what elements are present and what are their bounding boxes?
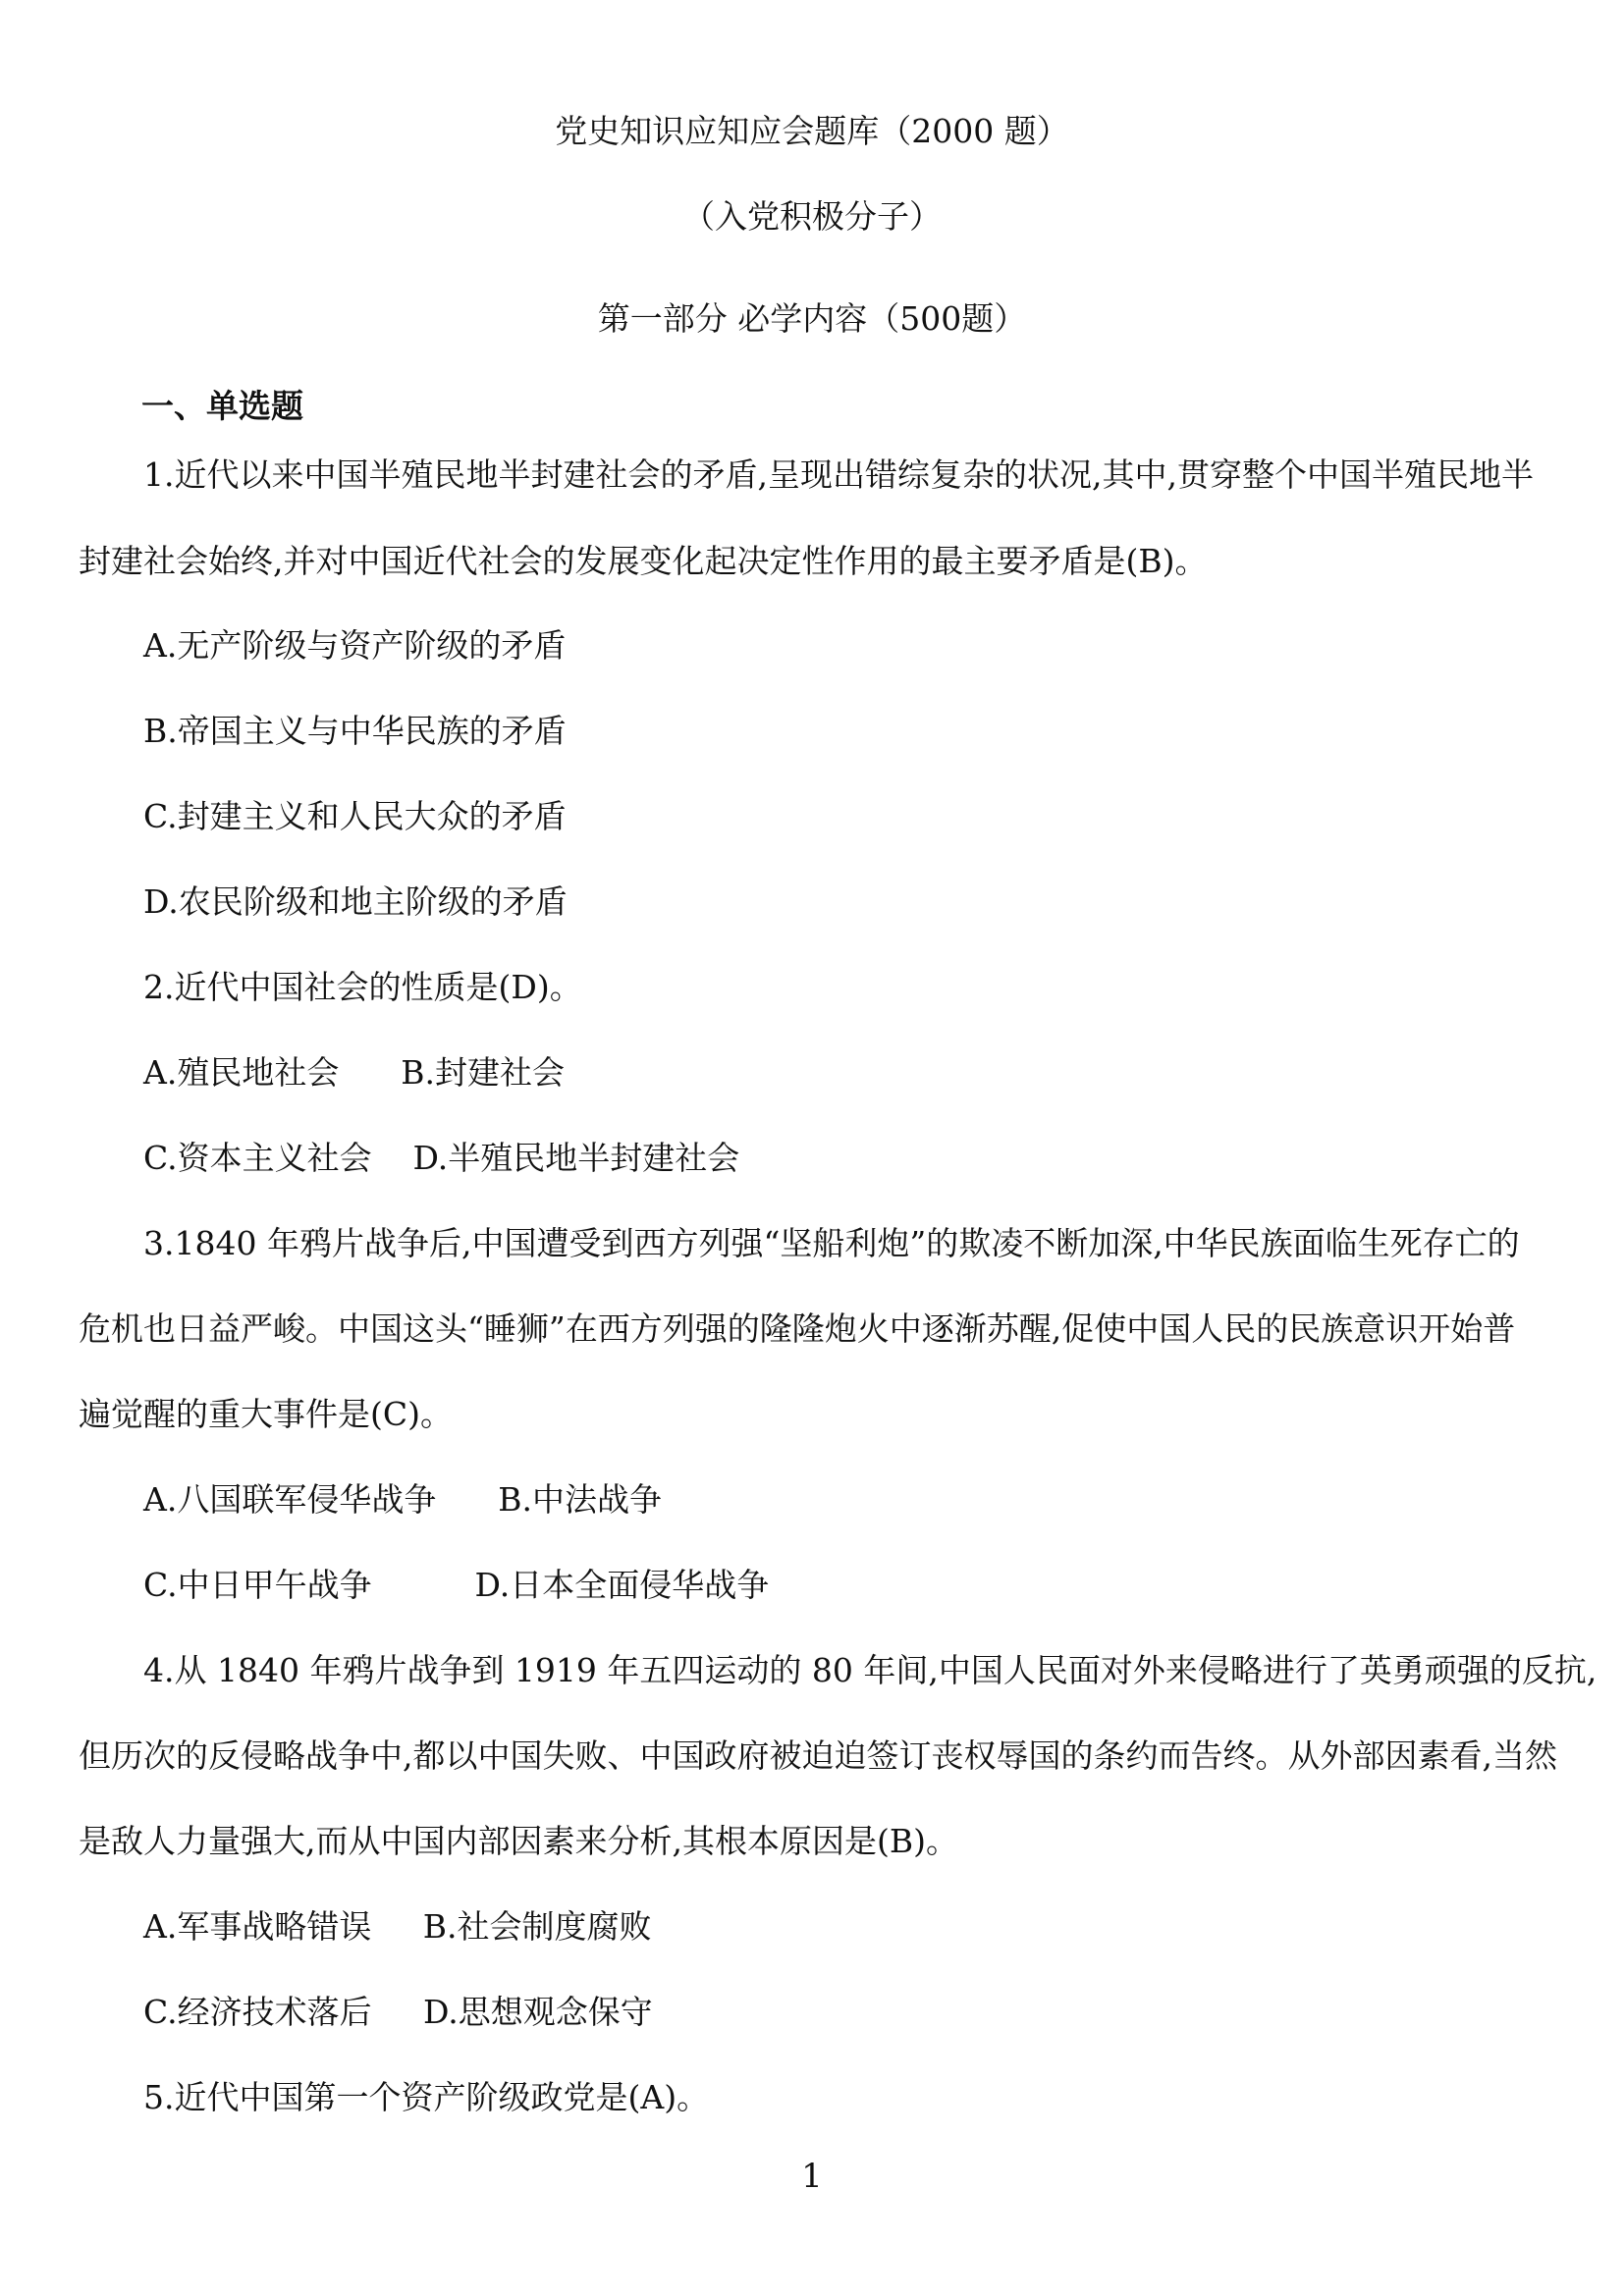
option-line: C.经济技术落后 D.思想观念保守 [143, 1993, 653, 2031]
document-subtitle: （入党积极分子） [682, 197, 942, 236]
text-line-1: 1.近代以来中国半殖民地半封建社会的矛盾,呈现出错综复杂的状况,其中,贯穿整个中国半殖民地半 [143, 455, 1534, 494]
question-line: 危机也日益严峻。中国这头“睡狮”在西方列强的隆隆炮火中逐渐苏醒,促使中国人民的民族意识开始普 [79, 1309, 1516, 1348]
question-line: 2.近代中国社会的性质是(D)。 [143, 968, 582, 1006]
option-line: B.帝国主义与中华民族的矛盾 [143, 712, 567, 750]
option-line: A.军事战略错误 B.社会制度腐败 [143, 1907, 652, 1946]
document-title: 党史知识应知应会题库（2000 题） [555, 112, 1069, 150]
part-heading: 第一部分 必学内容（500题） [597, 299, 1027, 338]
question-line: 是敌人力量强大,而从中国内部因素来分析,其根本原因是(B)。 [79, 1822, 958, 1860]
question-line: 遍觉醒的重大事件是(C)。 [79, 1395, 453, 1433]
text-line-2: 封建社会始终,并对中国近代社会的发展变化起决定性作用的最主要矛盾是(B)。 [79, 542, 1208, 580]
option-line: C.资本主义社会 D.半殖民地半封建社会 [143, 1139, 740, 1177]
question-line: 4.从 1840 年鸦片战争到 1919 年五四运动的 80 年间,中国人民面对外来侵略进行了英勇顽强的反抗, [143, 1651, 1597, 1689]
option-line: A.殖民地社会 B.封建社会 [143, 1053, 565, 1092]
page-number: 1 [801, 2157, 823, 2196]
option-line: A.八国联军侵华战争 B.中法战争 [143, 1480, 662, 1519]
question-line: 5.近代中国第一个资产阶级政党是(A)。 [143, 2078, 710, 2116]
option-line: C.封建主义和人民大众的矛盾 [143, 797, 567, 835]
section-heading: 一、单选题 [141, 387, 303, 425]
option-line: C.中日甲午战争 D.日本全面侵华战争 [143, 1566, 770, 1604]
option-line: D.农民阶级和地主阶级的矛盾 [143, 882, 568, 921]
option-line: A.无产阶级与资产阶级的矛盾 [143, 626, 567, 665]
question-line: 3.1840 年鸦片战争后,中国遭受到西方列强“坚船利炮”的欺凌不断加深,中华民族面临生死存亡的 [143, 1224, 1520, 1262]
question-line: 但历次的反侵略战争中,都以中国失败、中国政府被迫迫签订丧权辱国的条约而告终。从外部因素看,当然 [79, 1736, 1557, 1775]
